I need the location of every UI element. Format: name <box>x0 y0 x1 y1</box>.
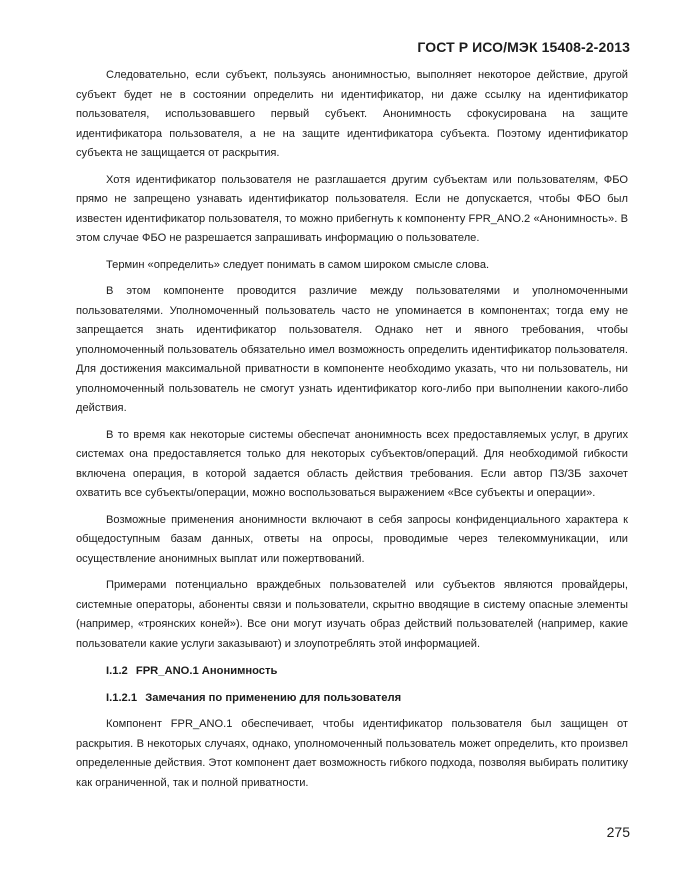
section-title: FPR_ANO.1 Анонимность <box>135 665 278 677</box>
document-body <box>76 66 628 800</box>
paragraph: Возможные применения анонимности включают в себя запросы конфиденциального характера к общедоступным базам данных, ответы на опросы, проводимые через телекоммуникации, или осуществление анонимных выплат или пожертвований. <box>76 513 628 565</box>
paragraph: Следовательно, если субъект, пользуясь анонимностью, выполняет некоторое действие, другой субъект будет не в состоянии определить ни идентификатор, ни даже ссылку на идентификатор пользователя, использовавшего первый субъект. Анонимность сфокусирована на защите идентификатора пользователя, а не на защите идентификатора субъекта. Поэтому идентификатор субъекта не защищается от раскрытия. <box>76 69 628 159</box>
subsection-heading <box>106 689 628 709</box>
paragraph: В этом компоненте проводится различие между пользователями и уполномоченными пользователями. Уполномоченный пользователь часто не упоминается в компонентах; тогда ему не запрещается знать идентификатор пользователя. Однако нет и явного требования, чтобы уполномоченный пользователь обязательно имел возможность определить идентификатор пользователя. Для достижения максимальной приватности в компоненте необходимо указать, что ни пользователь, ни уполномоченный пользователь не смогут узнать идентификатор кого-либо при выполнении какого-либо действия. <box>76 285 628 414</box>
subsection-number: I.1.2.1 <box>106 691 138 704</box>
section-heading <box>106 662 628 682</box>
document-header: ГОСТ Р ИСО/МЭК 15408-2-2013 <box>417 39 630 55</box>
page-number: 275 <box>606 824 630 840</box>
paragraph: В то время как некоторые системы обеспечат анонимность всех предоставляемых услуг, в других системах она предоставляется только для некоторых субъектов/операций. Для необходимой гибкости включена операция, в которой задается область действия требования. Если автор ПЗ/ЗБ захочет охватить все субъекты/операции, можно воспользоваться выражением «Все субъекты и операции». <box>76 428 628 499</box>
paragraph: Термин «определить» следует понимать в самом широком смысле слова. <box>106 258 490 271</box>
paragraph: Компонент FPR_ANO.1 обеспечивает, чтобы идентификатор пользователя был защищен от раскрытия. В некоторых случаях, однако, уполномоченный пользователь может определить, кто произвел определенные действия. Этот компонент дает возможность гибкого подхода, позволяя выбирать политику как ограниченной, так и полной приватности. <box>76 718 628 789</box>
paragraph: Примерами потенциально враждебных пользователей или субъектов являются провайдеры, системные операторы, абоненты связи и пользователи, скрытно вводящие в систему опасные элементы (например, «троянских коней»). Все они могут изучать образ действий пользователей (например, какие пользователи какие услуги заказывают) и злоупотреблять этой информацией. <box>76 579 628 650</box>
section-number: I.1.2 <box>106 665 128 677</box>
paragraph: Хотя идентификатор пользователя не разглашается другим субъектам или пользователям, ФБО прямо не запрещено узнавать идентификатор пользователя. Если не допускается, чтобы ФБО был известен идентификатор пользователя, то можно прибегнуть к компоненту FPR_ANO.2 «Анонимность». В этом случае ФБО не разрешается запрашивать информацию о пользователе. <box>76 173 628 244</box>
subsection-title: Замечания по применению для пользователя <box>145 691 402 704</box>
